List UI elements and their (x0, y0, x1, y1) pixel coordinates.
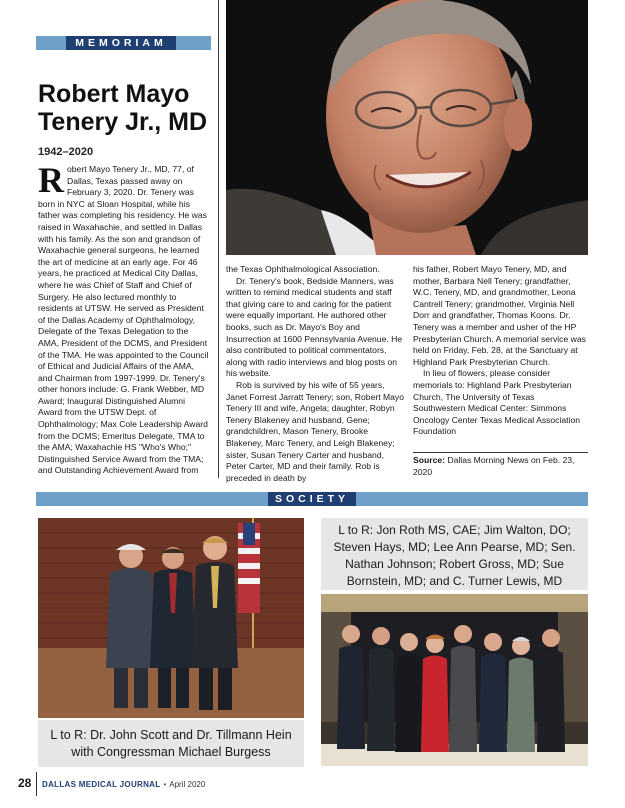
society-photo-1 (38, 518, 304, 718)
source-divider (413, 452, 588, 453)
society-photo-2 (321, 594, 588, 766)
paragraph: his father, Robert Mayo Tenery, MD, and mother, Barbara Nell Tenery; grandfather, W.C. Tenery, MD, and grandmother, Leona Cantrell Tenery; grandmother, Virginia Nell Dorr and grandfather, Thomas Koons. Dr. Tenery was a member and usher of the HP Presbyterian Church. A memorial service was held on Friday, Feb. 28, at the Sanctuary at Highland Park Presbyterian Church. (413, 264, 586, 367)
issue-date: April 2020 (169, 780, 206, 789)
photo-2-illustration (321, 594, 588, 766)
photo-1-caption: L to R: Dr. John Scott and Dr. Tillmann Hein with Congressman Michael Burgess (38, 720, 304, 767)
article-column-3 (413, 264, 588, 438)
source-note (413, 455, 588, 478)
paragraph: the Texas Ophthalmological Association. (226, 264, 380, 274)
article-title: Robert Mayo Tenery Jr., MD (38, 80, 208, 136)
article-column-1 (38, 160, 210, 477)
column-divider (218, 0, 219, 478)
page-number: 28 (18, 776, 32, 790)
journal-name: DALLAS MEDICAL JOURNAL (42, 780, 161, 789)
life-years: 1942–2020 (38, 146, 94, 158)
paragraph: In lieu of flowers, please consider memorials to: Highland Park Presbyterian Church, The University of Texas Southwestern Medical Center: Simmons Oncology Center Texas Medical Association Foundation (413, 368, 581, 437)
paragraph: Rob is survived by his wife of 55 years, Janet Forrest Jarratt Tenery; son, Robert Mayo Tenery III and wife, Angela; daughter, Robyn Tenery Blakeney and husband, Gene; grandchildren, Mason Tenery, Brooke Blakeney, Marc Tenery, and Leigh Blakeney; sister, Susan Tenery Carter and husband, Peter Carter, MD and their family. Rob is preceded in death by (226, 379, 404, 483)
article-column-2 (226, 264, 404, 484)
footer (42, 780, 205, 789)
footer-separator: • (163, 780, 167, 789)
paragraph: Dr. Tenery's book, Bedside Manners, was written to remind medical students and staff that giving care to and caring for the patient were equally important. He authored other books, such as Dr. Mayo's Boy and Insurrection at 1600 Pennsylvania Avenue. He also contributed to political commentators, along with radio interviews and blog posts on his website. (226, 275, 403, 379)
portrait-illustration (226, 0, 588, 255)
memoriam-label: MEMORIAM (66, 36, 176, 50)
photo-2-caption: L to R: Jon Roth MS, CAE; Jim Walton, DO; Steven Hays, MD; Lee Ann Pearse, MD; Sen. Nathan Johnson; Robert Gross, MD; Sue Bornstein, MD; and C. Turner Lewis, MD (321, 518, 588, 590)
society-label: SOCIETY (268, 492, 356, 506)
photo-1-illustration (38, 518, 304, 718)
drop-cap: R (38, 160, 64, 200)
source-text: Dallas Morning News on Feb. 23, 2020 (413, 455, 575, 477)
footer-divider (36, 772, 37, 796)
paragraph: obert Mayo Tenery Jr., MD, 77, of Dallas, Texas passed away on February 3, 2020. Dr. Tenery was born in NYC at Sloan Hospital, while his father was completing his residency. He was raised in Waxahachie, and settled in Dallas with his family. As the son and grandson of Waxahachie general surgeons, he learned the art of medicine at an early age. For 46 years, he practiced at Medical City Dallas, where he was Chief of Staff and Chief of Surgery. He also lectured monthly to residents at UTSW. He served as President of the Dallas Academy of Ophthalmology, Delegate of the Texas Delegation to the AMA, President of the DCMS, and President of the TMA. He was appointed to the Council of Ethical and Judicial Affairs of the AMA, and Chairman from 1997-1999. Dr. Tenery's other honors include: G. Frank Webber, MD Award; Inaugural Distinguished Alumni Award from the UTSW Dept. of Ophthalmology; Max Cole Leadership Award from the DCMS; Emeritus Delegate, TMA to the AMA; Waxahachie HS "Who's Who;" Distinguished Service Award from the TMA; and Outstanding Achievement Award from (38, 164, 209, 476)
portrait-photo (226, 0, 588, 255)
source-label: Source: (413, 455, 445, 465)
